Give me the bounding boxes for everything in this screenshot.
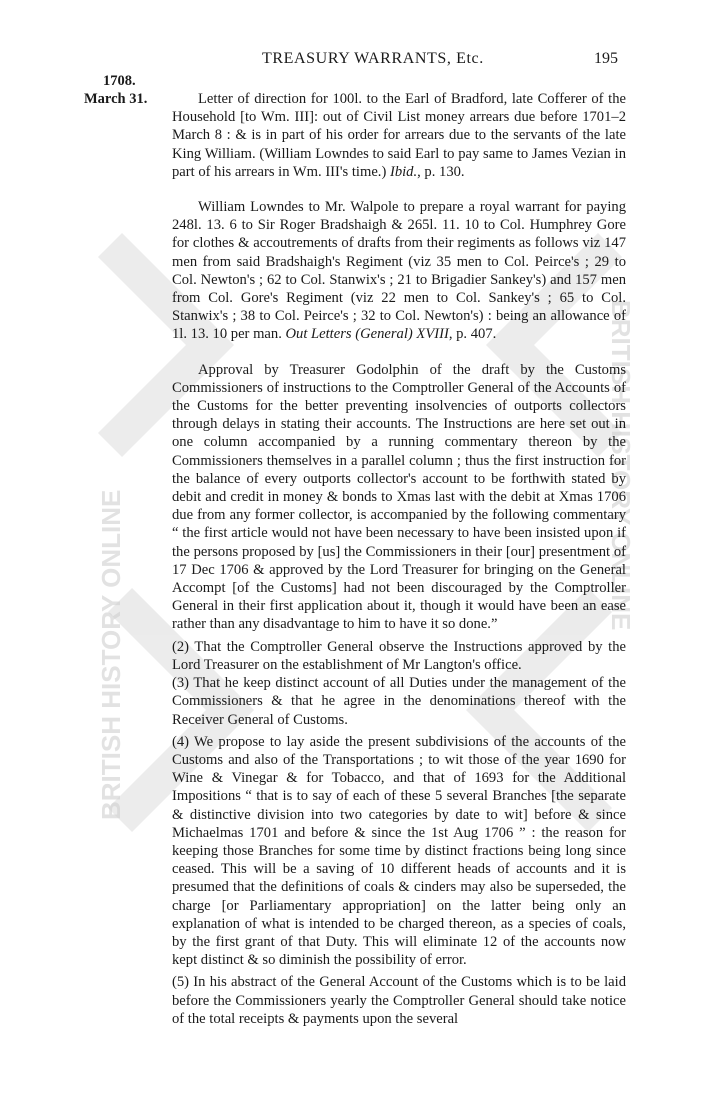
entry-reference-page: , p. 130.	[417, 163, 465, 180]
margin-year: 1708.	[103, 73, 136, 89]
watermark-text-left: BRITISH HISTORY ONLINE	[96, 489, 126, 820]
page-number: 195	[594, 50, 618, 67]
running-title: TREASURY WARRANTS, Etc.	[262, 50, 484, 67]
entry-reference: Ibid.	[389, 163, 418, 180]
entry-paragraph	[172, 198, 626, 344]
main-text	[172, 90, 626, 1028]
entry-text: Letter of direction for 100l. to the Earl of Bradford, late Cofferer of the Household [to Wm. III]: out of Civil List money arrears due before 1701–2 March 8 : & is in part of his order for arrears due to the servants of the late King William. (William Lowndes to said Earl to pay same to James Vezian in part of his arrears in Wm. III's time.)	[172, 91, 626, 180]
entry-text: William Lowndes to Mr. Walpole to prepare a royal warrant for paying 248l. 13. 6 to Sir Roger Bradshaigh & 265l. 11. 10 to Col. Humphrey Gore for clothes & accoutrements of drafts from their regiments as follows viz 147 men from said Bradshaigh's Regiment (viz 35 men to Col. Peirce's ; 29 to Col. Newton's ; 62 to Col. Stanwix's ; 21 to Brigadier Sankey's) and 157 men from Col. Gore's Regiment (viz 22 men to Col. Sankey's ; 65 to Col. Stanwix's ; 38 to Col. Peirce's ; 32 to Col. Newton's) : being an allowance of 1l. 13. 10 per man.	[172, 199, 626, 343]
entry-reference-page: , p. 407.	[448, 326, 497, 343]
watermark-text-right: BRITISH HISTORY ONLINE	[606, 300, 636, 631]
instruction-paragraph: (2) That the Comptroller General observe the Instructions approved by the Lord Treasurer on the establishment of Mr Langton's office.	[172, 638, 626, 673]
instruction-paragraph: (4) We propose to lay aside the present subdivisions of the accounts of the Customs and also of the Transportations ; to wit those of the year 1690 for Wine & Vinegar & for Tobacco, and that of 1693 for the Additional Impositions “ that is to say of each of these 5 several Branches [the separate & distinctive division into two categories by date to wit] before & since Michaelmas 1701 and before & since the 1st Aug 1706 ” : the reason for keeping those Branches for some time by distinct fractions being long since ceased. This will be a saving of 10 different heads of accounts and it is presumed that the definitions of coals & cinders may also be superseded, the charge [or Parliamentary appropriation] on the latter being only an explanation of what is intended to be charged thereon, as a species of coals, by the first grant of that Duty. This will eliminate 12 of the accounts now kept distinct & so diminish the possibility of error.	[172, 733, 626, 969]
margin-date: March 31.	[84, 91, 148, 107]
instruction-paragraph: (5) In his abstract of the General Account of the Customs which is to be laid before the Commissioners yearly the Comptroller General should take notice of the total receipts & payments upon the several	[172, 974, 626, 1027]
entry-reference: Out Letters (General) XVIII	[285, 326, 449, 343]
entry-paragraph: Approval by Treasurer Godolphin of the draft by the Customs Commissioners of instructions to the Comptroller General of the Accounts of the Customs for the better preventing insolvencies of outports collectors through delays in stating their accounts. The Instructions are here set out in one column accompanied by a running commentary thereon by the Commissioners themselves in a parallel column ; thus the first instruction for the balance of every outports collector's account to be forthwith stated by debit and credit in money & bonds to Xmas last with the debit at Xmas 1706 due from any former collector, is accompanied by the following commentary “ the first article would not have been necessary to have been insisted upon if the persons proposed by [us] the Commissioners in their [our] presentment of 17 Dec 1706 & approved by the Lord Treasurer for bringing on the General Accompt [of the Customs] had not been discouraged by the Comptroller General in their first application about it, though it would have been an ease rather than any disadvantage to him to have it so done.”	[172, 361, 626, 633]
instruction-paragraph: (3) That he keep distinct account of all Duties under the management of the Commissioners & that he agree in the denominations thereof with the Receiver General of Customs.	[172, 675, 626, 728]
page-header	[0, 50, 727, 70]
entry-paragraph	[172, 90, 626, 181]
